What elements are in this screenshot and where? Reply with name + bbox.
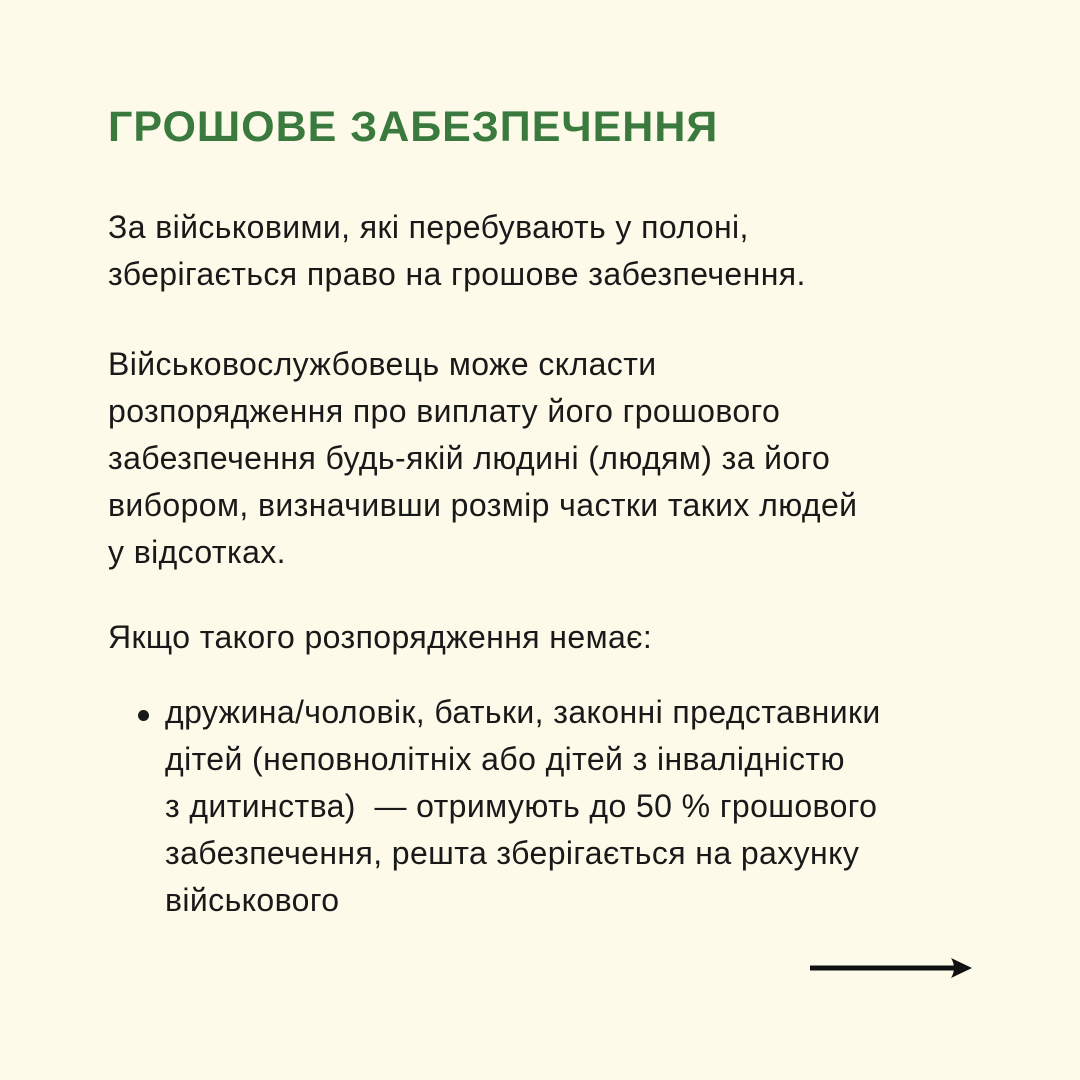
text-line: зберігається право на грошове забезпечення. [108, 256, 806, 292]
bullet-icon [138, 710, 149, 721]
text-line: у відсотках. [108, 534, 286, 570]
next-page-arrow[interactable] [808, 952, 974, 984]
text-line: дружина/чоловік, батьки, законні представники [165, 694, 881, 730]
paragraph-pow-pay-rights [108, 204, 1000, 298]
text-line: військового [165, 882, 340, 918]
text-line: з дитинства) — отримують до 50 % грошового [165, 788, 878, 824]
text-line: забезпечення будь-якій людині (людям) за його [108, 440, 831, 476]
paragraph-no-order-intro [108, 614, 1000, 661]
page-title: ГРОШОВЕ ЗАБЕЗПЕЧЕННЯ [108, 103, 719, 151]
text-line: вибором, визначивши розмір частки таких людей [108, 487, 858, 523]
no-order-rules-list [108, 689, 1000, 924]
text-line: За військовими, які перебувають у полоні, [108, 209, 749, 245]
paragraph-allocation-order [108, 341, 1000, 576]
text-line: дітей (неповнолітніх або дітей з інвалідністю [165, 741, 845, 777]
text-line: Військовослужбовець може скласти [108, 346, 657, 382]
text-line: забезпечення, решта зберігається на рахунку [165, 835, 860, 871]
arrow-right-icon [808, 952, 974, 984]
text-line: Якщо такого розпорядження немає: [108, 619, 653, 655]
list-item-family-allocation [108, 689, 1000, 924]
text-line: розпорядження про виплату його грошового [108, 393, 781, 429]
